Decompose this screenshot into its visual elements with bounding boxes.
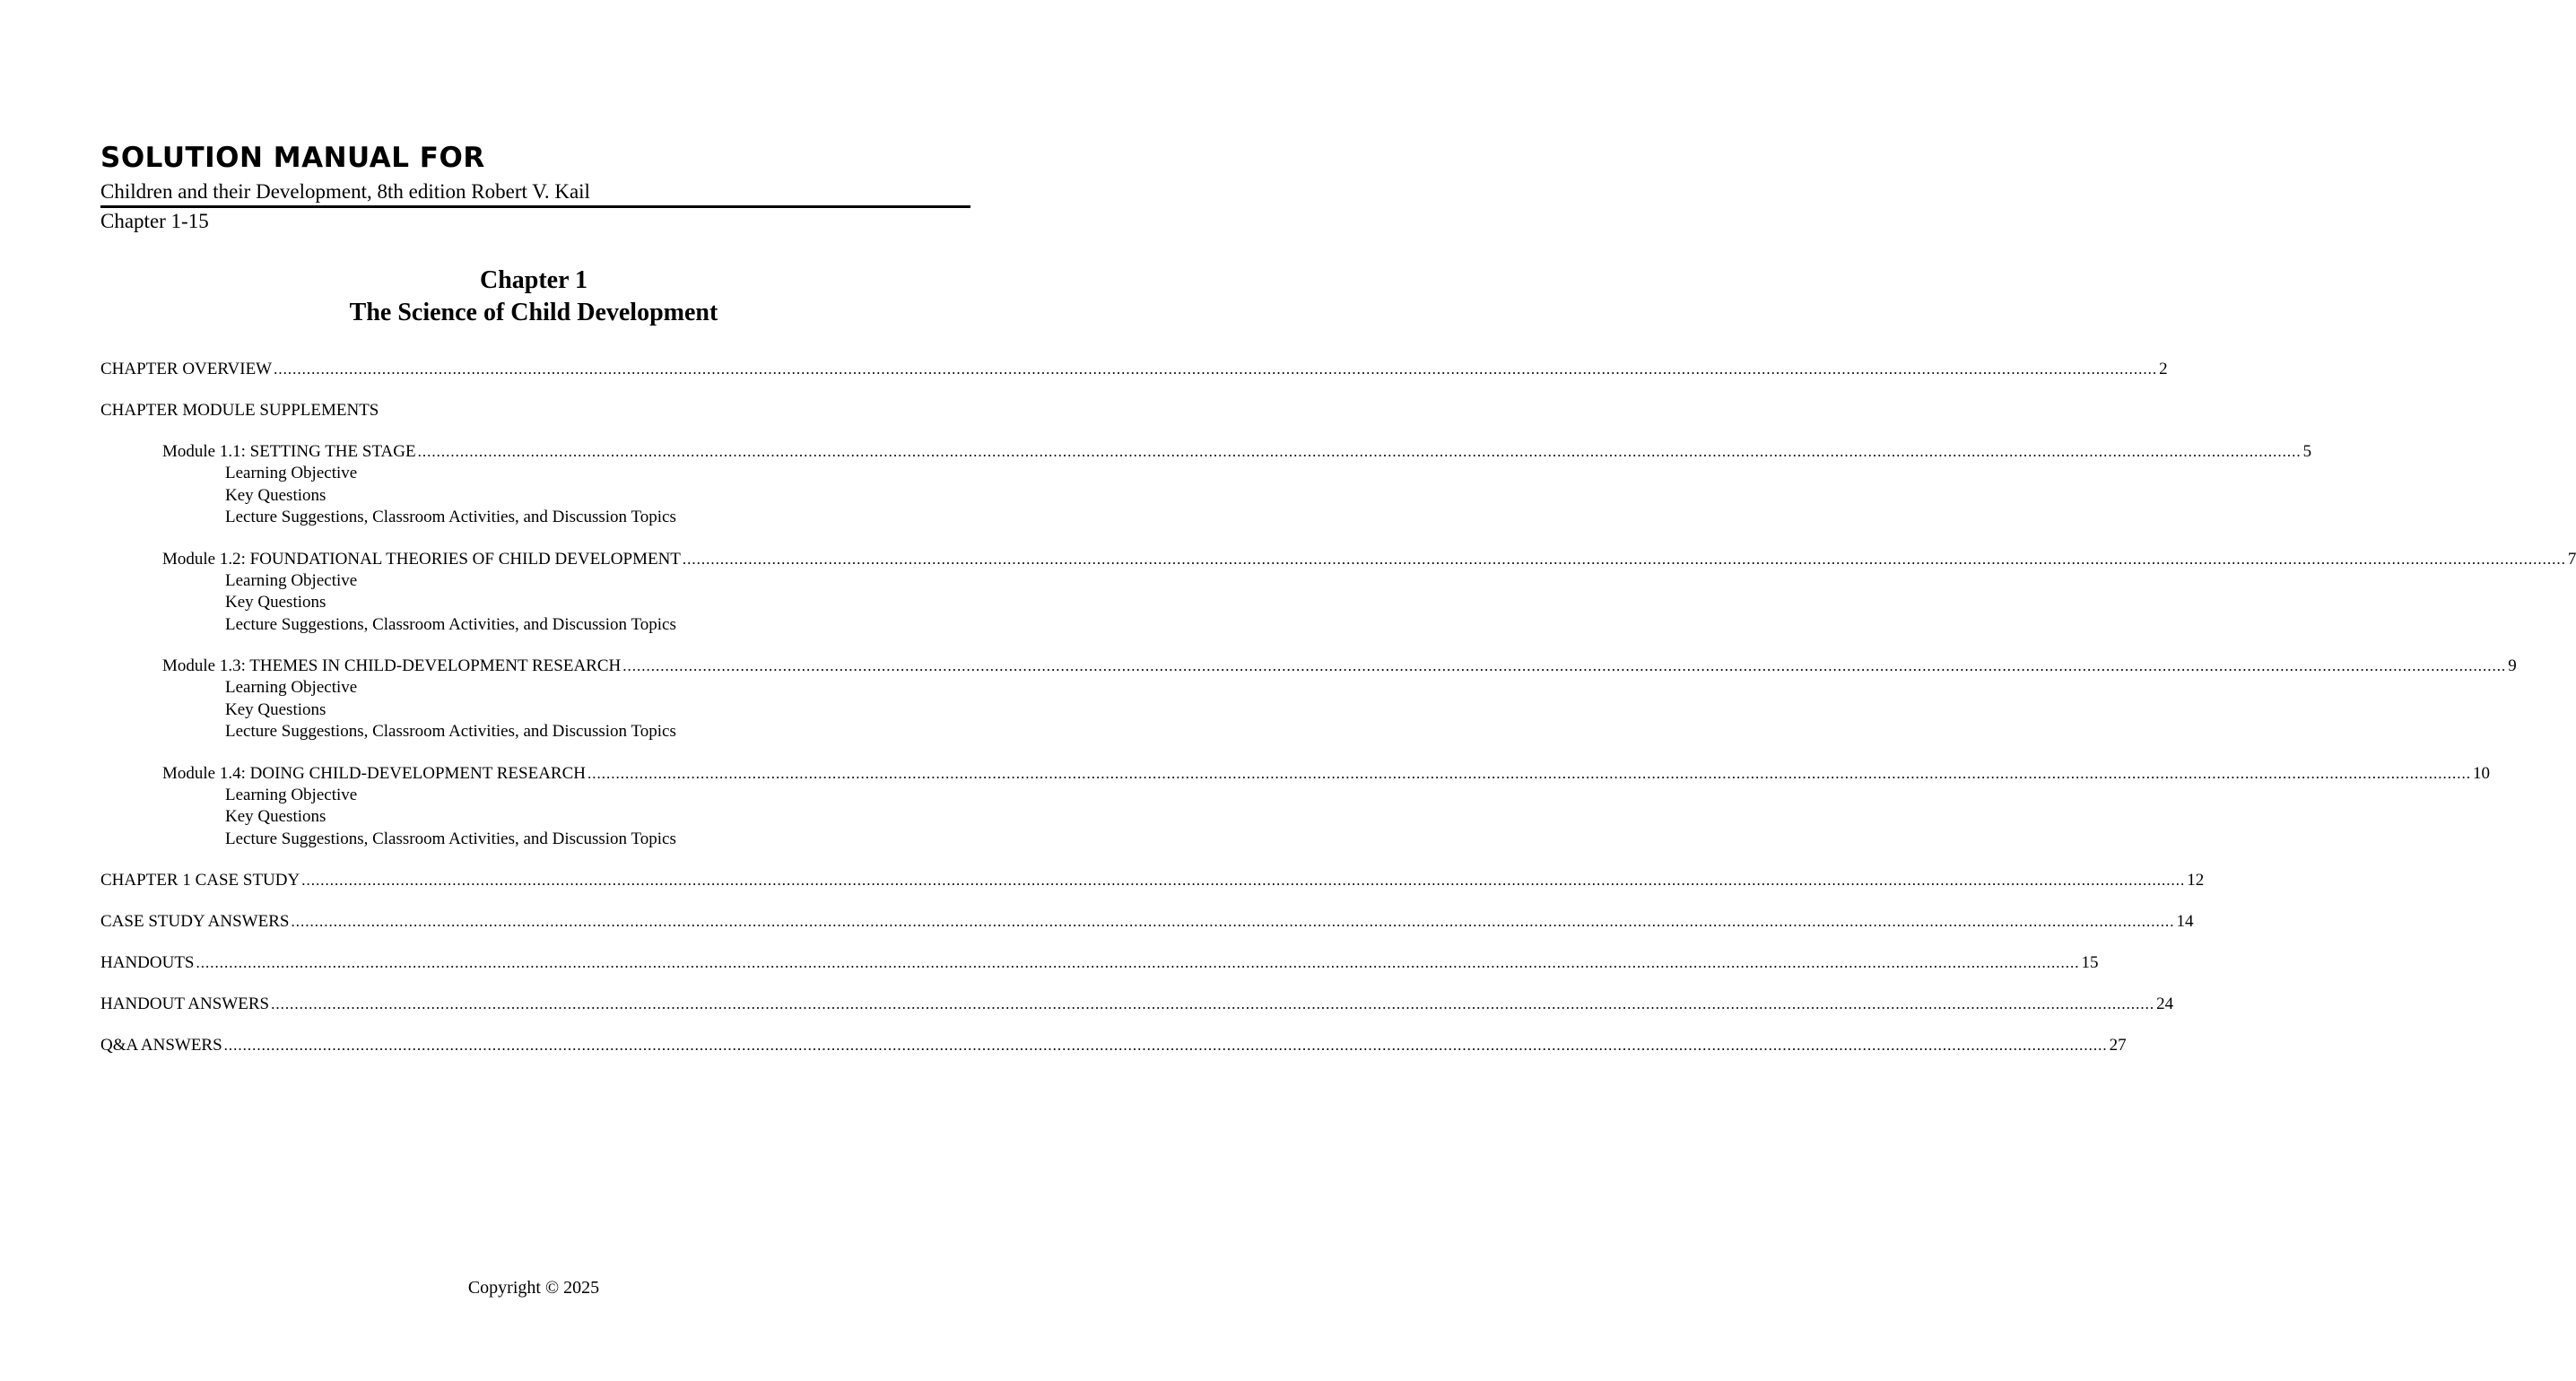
- toc-section-supplements: [100, 400, 917, 421]
- toc-module-entry: [162, 763, 2490, 785]
- toc-module-label: Module 1.2: FOUNDATIONAL THEORIES OF CHILD DEVELOPMENT: [162, 549, 681, 569]
- toc-section-label: CHAPTER MODULE SUPPLEMENTS: [100, 401, 379, 420]
- dot-leader: ................................................................................................................................................................................................................................................................................................................................................................................................................: [622, 657, 2507, 674]
- toc-module-label: Module 1.3: THEMES IN CHILD-DEVELOPMENT RESEARCH: [162, 656, 622, 675]
- manual-title: SOLUTION MANUAL FOR: [100, 142, 485, 174]
- toc-page-number: 2: [2159, 360, 2168, 378]
- toc-entry-label: HANDOUTS: [100, 953, 195, 972]
- toc-module-entry: [162, 549, 2576, 570]
- toc-page-number: 15: [2081, 953, 2099, 972]
- toc-module-items: [225, 785, 917, 851]
- toc-entry-label: CHAPTER OVERVIEW: [100, 360, 273, 378]
- toc-sub-item: Learning Objective: [225, 570, 358, 590]
- chapter-heading: [0, 265, 1067, 329]
- dot-leader: ................................................................................................................................................................................................................................................................................................................................................................................................................: [271, 995, 2155, 1012]
- toc-entry-handout-answers: [100, 994, 2174, 1015]
- toc-entry-overview: [100, 359, 2168, 380]
- toc-sub-item: Learning Objective: [225, 464, 358, 482]
- toc-module-label: Module 1.4: DOING CHILD-DEVELOPMENT RESEARCH: [162, 763, 586, 783]
- toc-module-items: [225, 570, 917, 637]
- toc-sub-item: Learning Objective: [225, 678, 358, 697]
- toc-page-number: 5: [2302, 442, 2312, 461]
- toc-page-number: 14: [2176, 912, 2194, 931]
- toc-sub-item: Key Questions: [225, 807, 326, 826]
- dot-leader: ................................................................................................................................................................................................................................................................................................................................................................................................................: [274, 360, 2158, 378]
- toc-module-entry: [162, 441, 2312, 463]
- toc-page-number: 7: [2567, 549, 2576, 569]
- toc-module-items: [225, 463, 917, 529]
- toc-module-entry: [162, 656, 2517, 677]
- chapter-title: The Science of Child Development: [349, 299, 718, 326]
- toc-entry-label: HANDOUT ANSWERS: [100, 994, 270, 1013]
- copyright-footer: Copyright © 2025: [467, 1278, 600, 1298]
- toc-entry-label: CHAPTER 1 CASE STUDY: [100, 871, 300, 890]
- book-title-line: Children and their Development, 8th edition Robert V. Kail: [100, 179, 970, 208]
- dot-leader: ................................................................................................................................................................................................................................................................................................................................................................................................................: [291, 913, 2175, 930]
- chapter-range: Chapter 1-15: [100, 210, 209, 232]
- dot-leader: ................................................................................................................................................................................................................................................................................................................................................................................................................: [196, 954, 2080, 971]
- toc-entry-case-study: [100, 870, 2205, 891]
- dot-leader: ................................................................................................................................................................................................................................................................................................................................................................................................................: [682, 550, 2566, 568]
- toc-page-number: 24: [2156, 994, 2174, 1013]
- toc-sub-item: Lecture Suggestions, Classroom Activities, and Discussion Topics: [225, 829, 676, 848]
- dot-leader: ................................................................................................................................................................................................................................................................................................................................................................................................................: [417, 443, 2302, 460]
- toc-entry-handouts: [100, 952, 2099, 974]
- toc-sub-item: Key Questions: [225, 593, 326, 612]
- dot-leader: ................................................................................................................................................................................................................................................................................................................................................................................................................: [223, 1037, 2108, 1054]
- toc-module-label: Module 1.1: SETTING THE STAGE: [162, 442, 416, 461]
- toc-sub-item: Key Questions: [225, 485, 326, 505]
- toc-module-items: [225, 677, 917, 743]
- toc-page-number: 10: [2473, 763, 2490, 783]
- toc-sub-item: Lecture Suggestions, Classroom Activities, and Discussion Topics: [225, 614, 676, 634]
- toc-entry-label: Q&A ANSWERS: [100, 1036, 222, 1055]
- toc-sub-item: Lecture Suggestions, Classroom Activities, and Discussion Topics: [225, 508, 676, 526]
- toc-page-number: 12: [2187, 871, 2205, 890]
- chapter-number: Chapter 1: [479, 266, 588, 294]
- document-header: [100, 136, 970, 235]
- toc-entry-qa-answers: [100, 1035, 2127, 1056]
- toc-sub-item: Key Questions: [225, 699, 326, 719]
- dot-leader: ................................................................................................................................................................................................................................................................................................................................................................................................................: [587, 764, 2471, 782]
- toc-page-number: 9: [2508, 656, 2517, 675]
- toc-sub-item: Lecture Suggestions, Classroom Activities, and Discussion Topics: [225, 722, 676, 741]
- toc-page-number: 27: [2109, 1036, 2127, 1055]
- toc-sub-item: Learning Objective: [225, 785, 358, 804]
- dot-leader: ................................................................................................................................................................................................................................................................................................................................................................................................................: [301, 872, 2186, 889]
- table-of-contents: [100, 359, 2576, 1056]
- toc-entry-label: CASE STUDY ANSWERS: [100, 912, 290, 931]
- toc-entry-case-study-answers: [100, 911, 2194, 933]
